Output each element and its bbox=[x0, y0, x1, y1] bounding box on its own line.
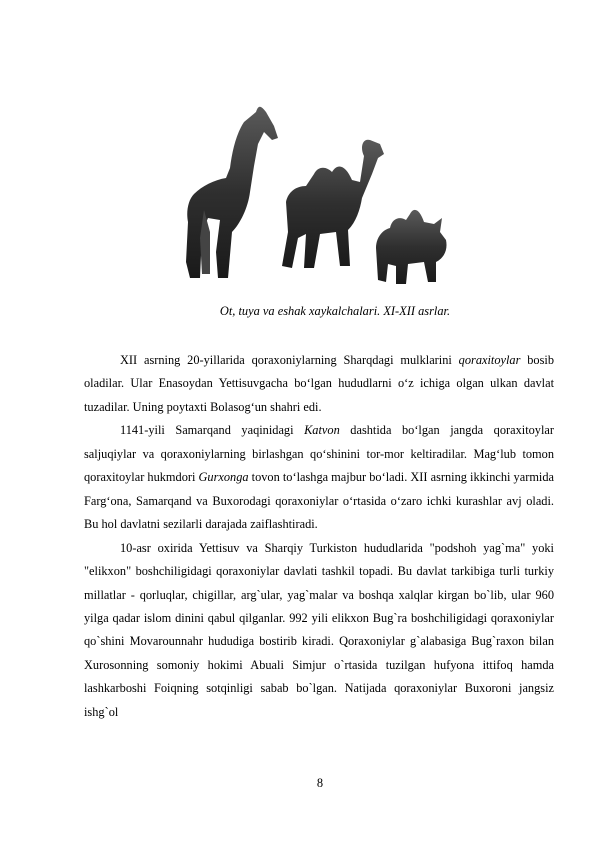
term-katvon: Katvon bbox=[304, 423, 340, 438]
page-number: 8 bbox=[316, 776, 324, 790]
donkey-figurine bbox=[376, 210, 447, 284]
figurines-illustration bbox=[174, 82, 464, 297]
body-text bbox=[84, 349, 554, 724]
term-qoraxitoylar: qoraxitoylar bbox=[458, 353, 521, 367]
figurines-photo bbox=[174, 82, 464, 297]
paragraph-1: XII asrning 20-yillarida qoraxoniylarning Sharqdagi mulklarini qoraxitoylar bosib oladilar. Ular Enasoydan Yettisuvgacha bo‘lgan hududlarni o‘z ichiga olgan ulkan davlat tuzadilar. Uning poytaxti Bolasog‘un shahri edi. bbox=[84, 353, 554, 414]
camel-figurine bbox=[282, 140, 384, 268]
paragraph-3: 10-asr oxirida Yettisuv va Sharqiy Turkiston hududlarida "podshoh yag`ma" yoki "elikxon" boshchiligidagi qoraxoniylar davlati tashkil topadi. Bu davlat tarkibiga turli turkiy millatlar - qorluqlar, chigillar, arg`ular, yag`malar va boshqa xalqlar kirgan bo`lib, ular 960 yilga qadar islom dinini qabul qilganlar. 992 yili elikxon Bug`ra boshchiligidagi qoraxoniylar qo`shini Movarounnahr hududiga bostirib kiradi. Qoraxoniylar g`alabasiga Bug`raxon bilan Xurosonning somoniy hokimi Abuali Simjur o`rtasida tuzilgan hufyona ittifoq hamda lashkarboshi Foiqning sotqinligi sabab bo`lgan. Natijada qoraxoniylar Buxoroni jangsiz ishg`ol bbox=[84, 540, 554, 719]
term-gurxonga: Gurxonga bbox=[198, 470, 249, 485]
paragraph-2: 1141-yili Samarqand yaqinidagi Katvon dashtida bo‘lgan jangda qoraxitoylar saljuqiylar va qoraxoniylarning birlashgan qo‘shinini tor-mor keltiradilar. Mag‘lub tomon qoraxitoylar hukmdori Gurxonga tovon to‘lashga majbur bo‘ladi. XII asrning ikkinchi yarmida Farg‘ona, Samarqand va Buxorodagi qoraxoniylar o‘rtasida o‘zaro ichki kurashlar avj oladi. Bu hol davlatni sezilarli darajada zaiflashtiradi. bbox=[84, 423, 554, 532]
figure-caption: Ot, tuya va eshak xaykalchalari. XI-XII asrlar. bbox=[219, 304, 451, 318]
horse-figurine bbox=[186, 107, 278, 278]
